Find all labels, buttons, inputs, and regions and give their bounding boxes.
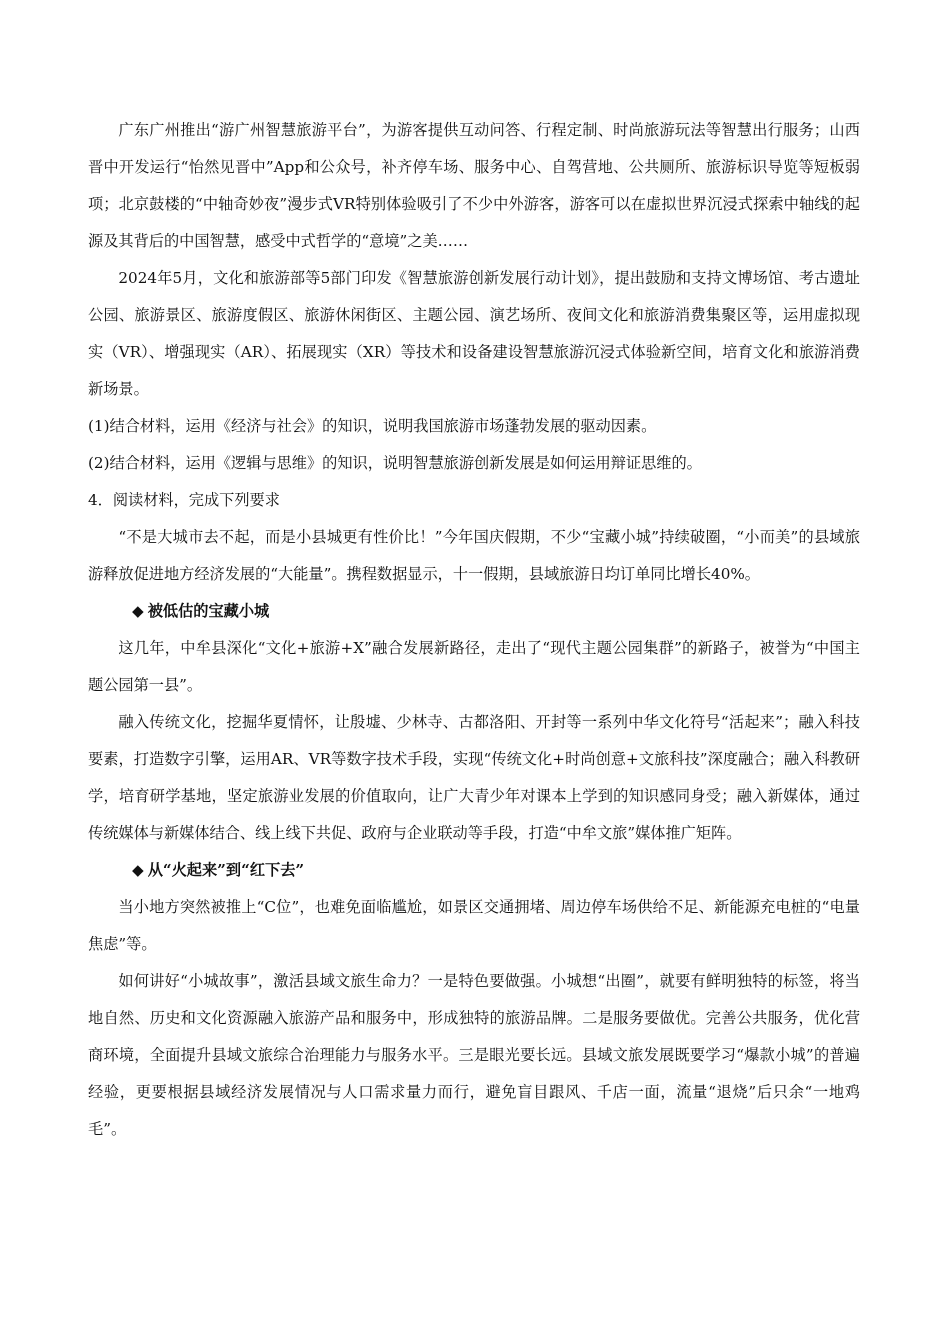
material-paragraph-2: 2024年5月，文化和旅游部等5部门印发《智慧旅游创新发展行动计划》，提出鼓励和支持文博场馆、考古遗址公园、旅游景区、旅游度假区、旅游休闲街区、主题公园、演艺场所、夜间文化和旅游消费集聚区等，运用虚拟现实（VR）、增强现实（AR）、拓展现实（XR）等技术和设备建设智慧旅游沉浸式体验新空间，培育文化和旅游消费新场景。 bbox=[88, 269, 860, 398]
section-1-paragraph-2: 融入传统文化，挖掘华夏情怀，让殷墟、少林寺、古都洛阳、开封等一系列中华文化符号“活起来”；融入科技要素，打造数字引擎，运用AR、VR等数字技术手段，实现“传统文化+时尚创意+文旅科技”深度融合；融入科教研学，培育研学基地，坚定旅游业发展的价值取向，让广大青少年对课本上学到的知识感同身受；融入新媒体，通过传统媒体与新媒体结合、线上线下共促、政府与企业联动等手段，打造“中牟文旅”媒体推广矩阵。 bbox=[88, 713, 860, 842]
section-heading-2 bbox=[88, 852, 860, 889]
section-heading-1 bbox=[88, 593, 860, 630]
question-4-title: 4．阅读材料，完成下列要求 bbox=[88, 491, 280, 509]
question-4-intro: “不是大城市去不起，而是小县城更有性价比！”今年国庆假期，不少“宝藏小城”持续破圈，“小而美”的县域旅游释放促进地方经济发展的“大能量”。携程数据显示，十一假期，县域旅游日均订单同比增长40%。 bbox=[88, 528, 860, 583]
question-2: (2)结合材料，运用《逻辑与思维》的知识，说明智慧旅游创新发展是如何运用辩证思维的。 bbox=[88, 454, 702, 472]
document-page bbox=[88, 112, 860, 1148]
diamond-icon: ◆ bbox=[132, 602, 144, 620]
section-heading-1-text: 被低估的宝藏小城 bbox=[147, 602, 270, 620]
section-2-paragraph-2: 如何讲好“小城故事”，激活县域文旅生命力？一是特色要做强。小城想“出圈”，就要有鲜明独特的标签，将当地自然、历史和文化资源融入旅游产品和服务中，形成独特的旅游品牌。二是服务要做优。完善公共服务，优化营商环境，全面提升县域文旅综合治理能力与服务水平。三是眼光要长远。县域文旅发展既要学习“爆款小城”的普遍经验，更要根据县域经济发展情况与人口需求量力而行，避免盲目跟风、千店一面，流量“退烧”后只余“一地鸡毛”。 bbox=[88, 972, 860, 1138]
question-1: (1)结合材料，运用《经济与社会》的知识，说明我国旅游市场蓬勃发展的驱动因素。 bbox=[88, 417, 657, 435]
diamond-icon: ◆ bbox=[132, 861, 144, 879]
section-heading-2-text: 从“火起来”到“红下去” bbox=[147, 861, 305, 879]
section-2-paragraph-1: 当小地方突然被推上“C位”，也难免面临尴尬，如景区交通拥堵、周边停车场供给不足、新能源充电桩的“电量焦虑”等。 bbox=[88, 898, 860, 953]
section-1-paragraph-1: 这几年，中牟县深化“文化+旅游+X”融合发展新路径，走出了“现代主题公园集群”的新路子，被誉为“中国主题公园第一县”。 bbox=[88, 639, 860, 694]
material-paragraph-1: 广东广州推出“游广州智慧旅游平台”，为游客提供互动问答、行程定制、时尚旅游玩法等智慧出行服务；山西晋中开发运行“怡然见晋中”App和公众号，补齐停车场、服务中心、自驾营地、公共厕所、旅游标识导览等短板弱项；北京鼓楼的“中轴奇妙夜”漫步式VR特别体验吸引了不少中外游客，游客可以在虚拟世界沉浸式探索中轴线的起源及其背后的中国智慧，感受中式哲学的“意境”之美…… bbox=[88, 121, 860, 250]
